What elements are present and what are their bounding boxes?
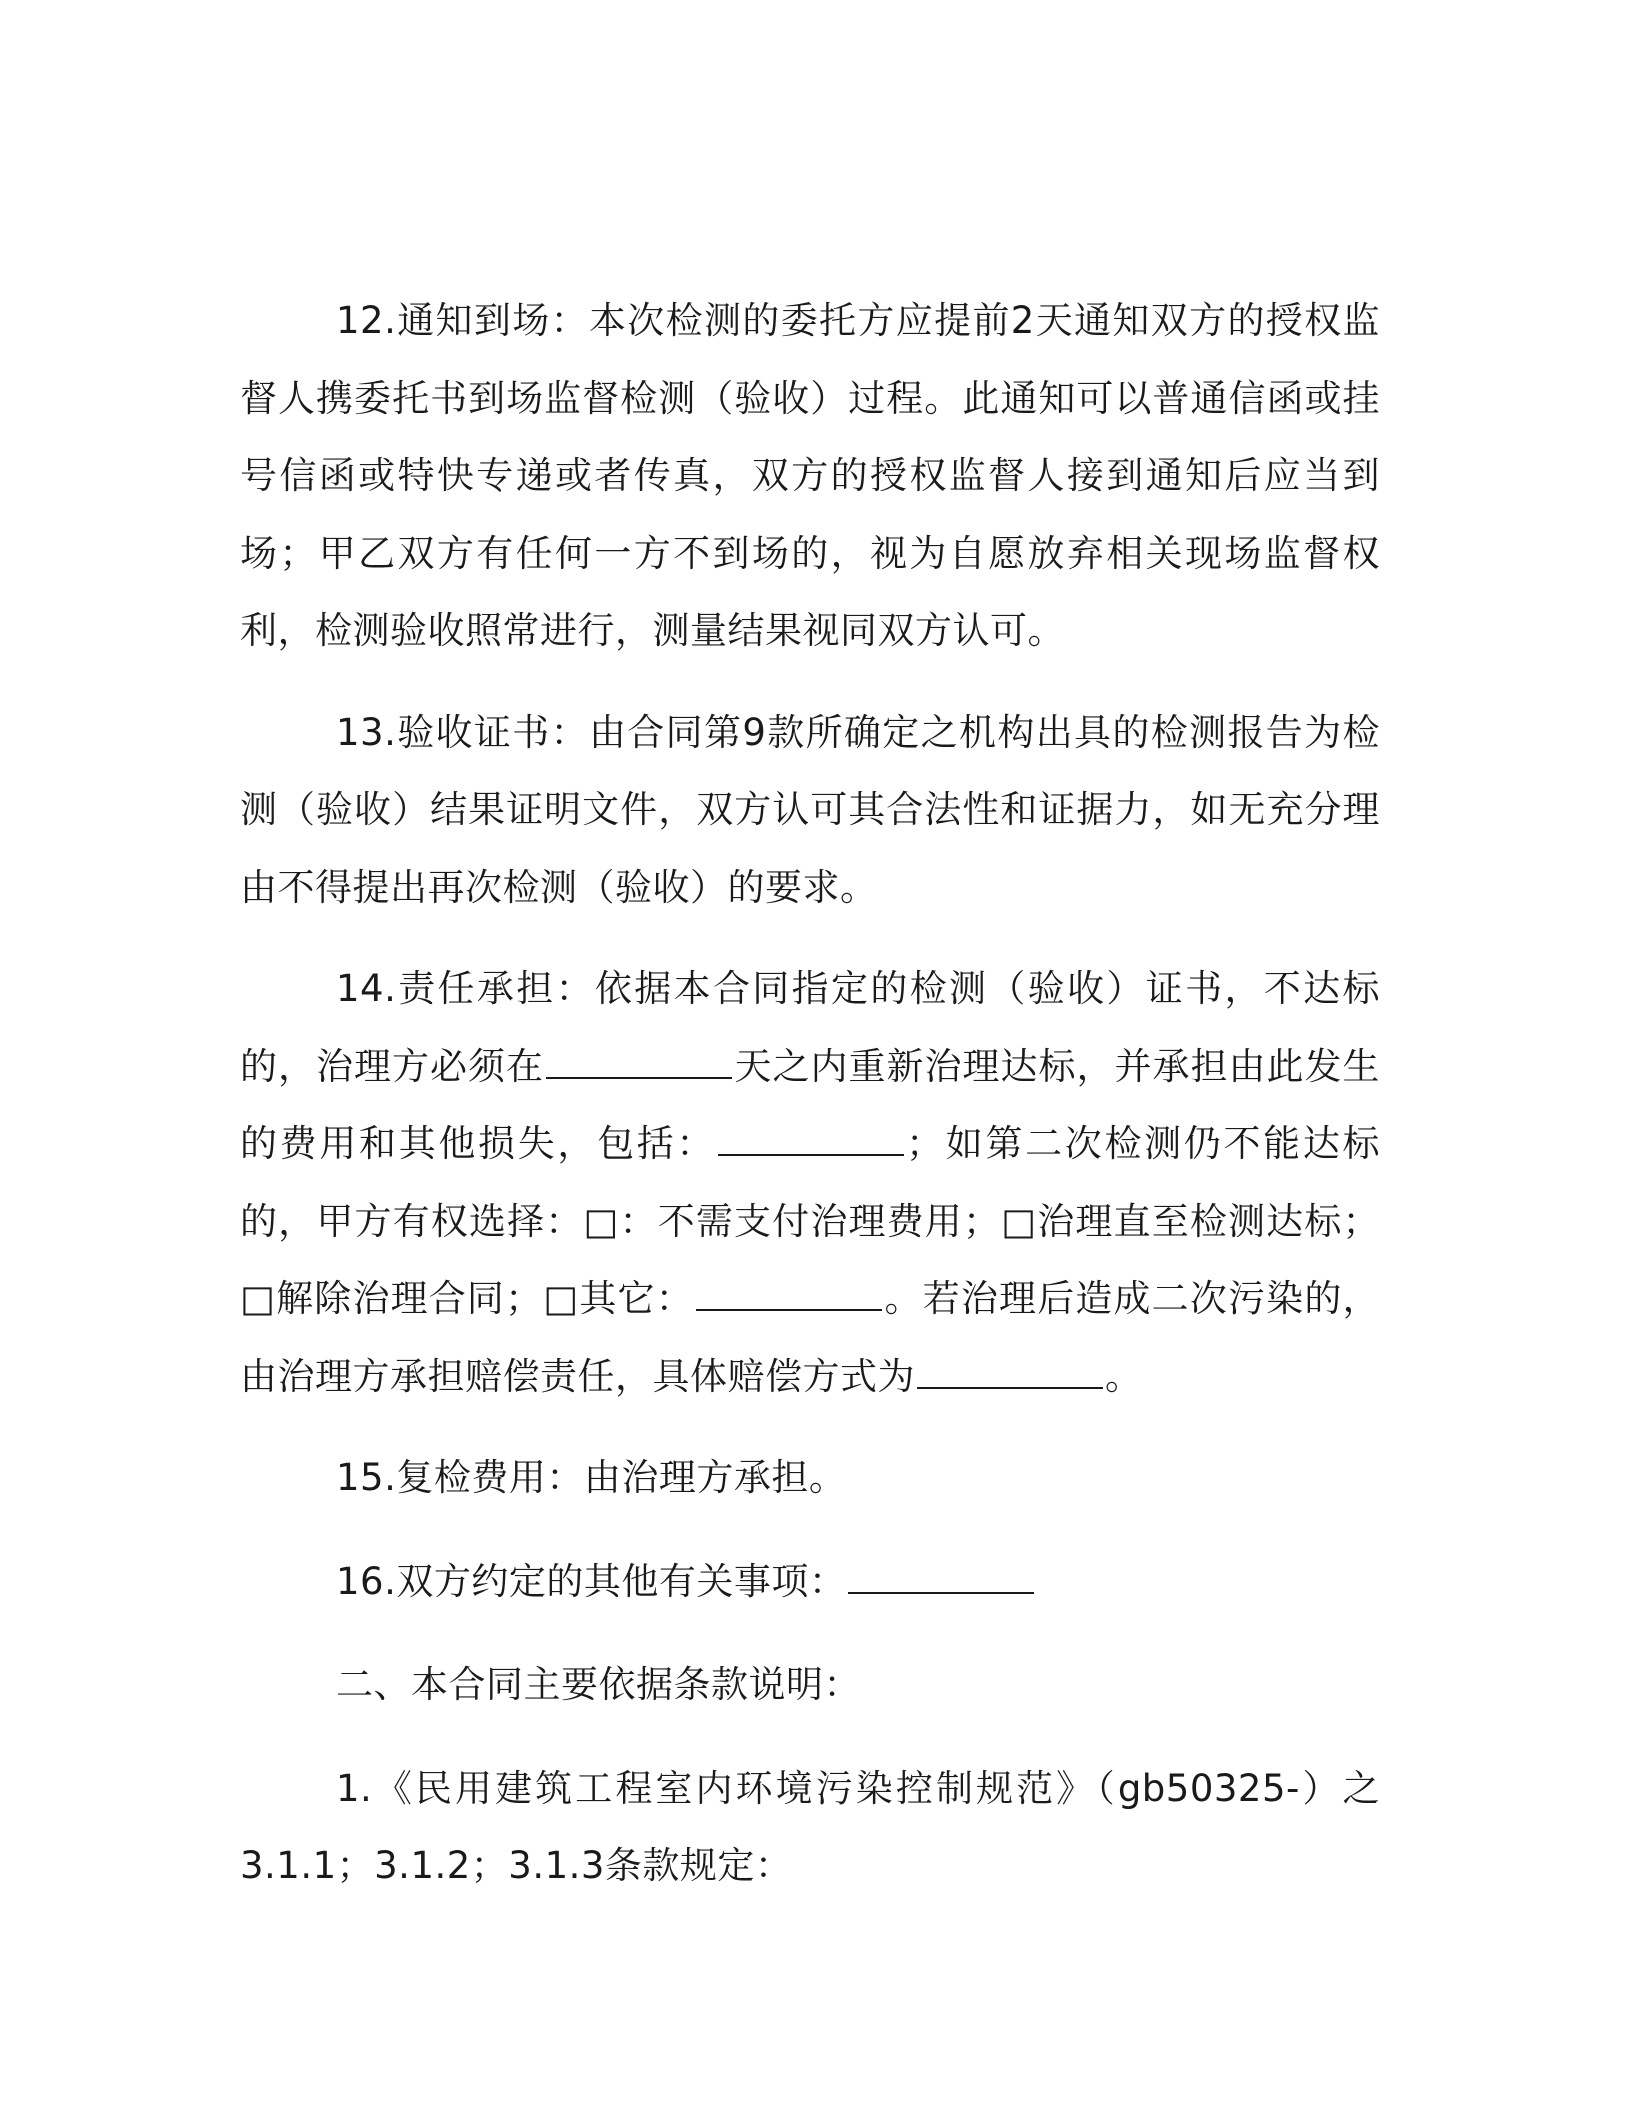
section-2-heading: 二、本合同主要依据条款说明： — [336, 1663, 861, 1706]
fill-blank-losses[interactable] — [718, 1124, 904, 1156]
document-body — [240, 282, 1380, 1905]
fill-blank-other[interactable] — [696, 1279, 882, 1311]
clause-15-paragraph: 15.复检费用：由治理方承担。 — [336, 1456, 847, 1499]
clause-14-text-3: ；如第二次检测仍不能达标的，甲方有权选择：□：不需支付治理费用；□治理直至检测达标；□解除治理合同；□其它： — [240, 1122, 1381, 1320]
clause-12-paragraph: 12.通知到场：本次检测的委托方应提前2天通知双方的授权监督人携委托书到场监督检测（验收）过程。此通知可以普通信函或挂号信函或特快专递或者传真，双方的授权监督人接到通知后应当到场；甲乙双方有任何一方不到场的，视为自愿放弃相关现场监督权利，检测验收照常进行，测量结果视同双方认可。 — [240, 299, 1380, 652]
fill-blank-compensation[interactable] — [917, 1357, 1103, 1389]
fill-blank-other-matters[interactable] — [848, 1562, 1034, 1594]
clause-14-text-2: 天之内重新治理达标，并承担由此发生的费用和其他损失，包括： — [240, 1044, 1380, 1165]
basis-1-paragraph: 1.《民用建筑工程室内环境污染控制规范》（gb50325-）之3.1.1；3.1.2；3.1.3条款规定： — [240, 1766, 1380, 1887]
clause-14-text-5: 。 — [1105, 1354, 1143, 1398]
clause-16-text: 16.双方约定的其他有关事项： — [336, 1559, 847, 1603]
clause-14-paragraph — [240, 950, 1380, 1415]
clause-14-text-1: 14.责任承担：依据本合同指定的检测（验收）证书，不达标的，治理方必须在 — [240, 967, 1380, 1088]
fill-blank-days[interactable] — [546, 1047, 732, 1079]
clause-16-paragraph — [240, 1543, 1380, 1621]
clause-13-paragraph: 13.验收证书：由合同第9款所确定之机构出具的检测报告为检测（验收）结果证明文件，双方认可其合法性和证据力，如无充分理由不得提出再次检测（验收）的要求。 — [240, 710, 1380, 909]
clause-14-text-4: 。若治理后造成二次污染的，由治理方承担赔偿责任，具体赔偿方式为 — [240, 1277, 1380, 1398]
